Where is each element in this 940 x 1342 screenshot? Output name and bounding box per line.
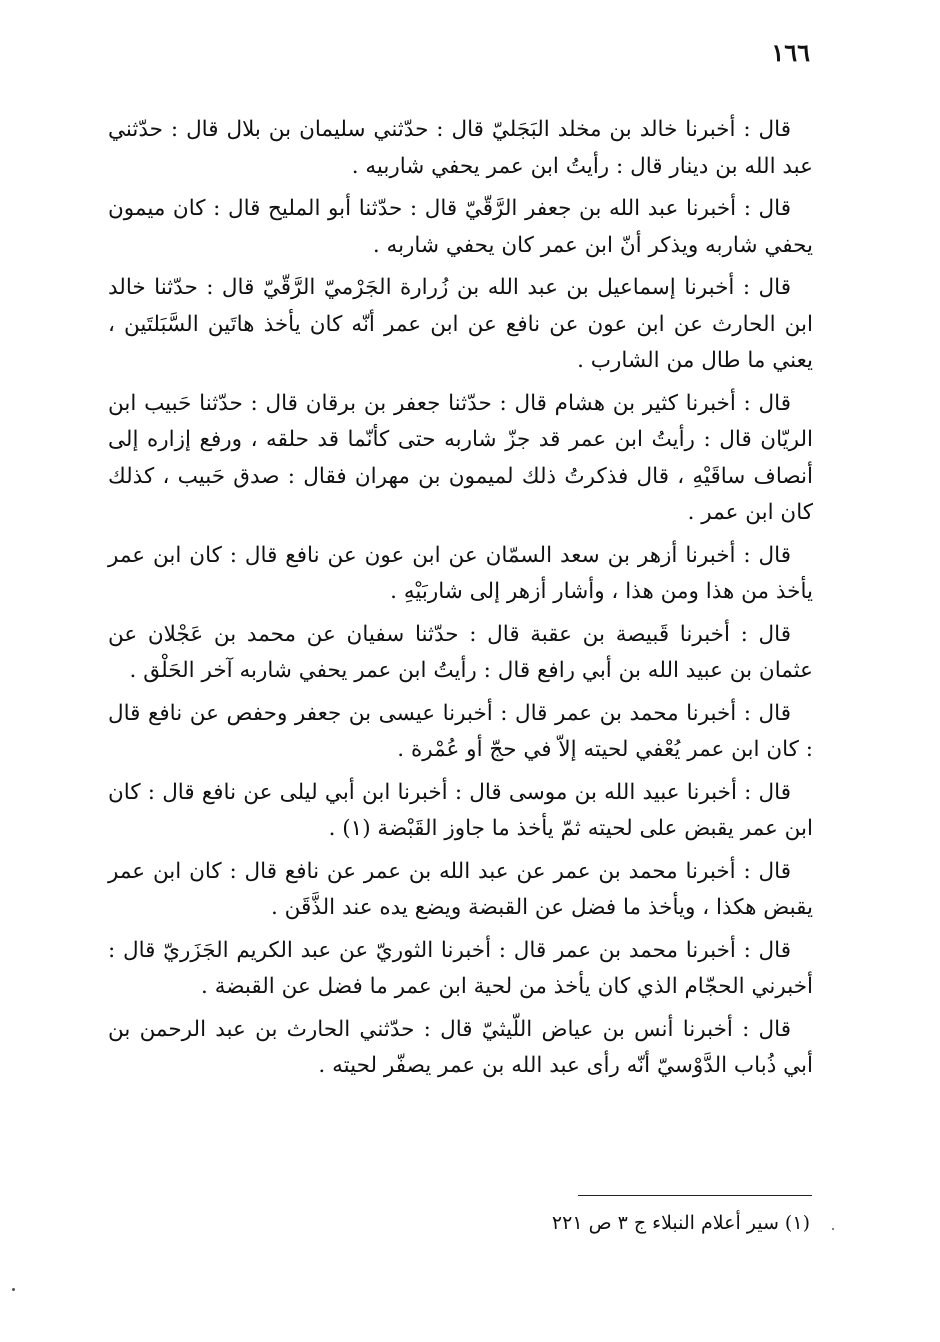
paragraph: قال : أخبرنا أنس بن عياض اللّيثيّ قال : حدّثني الحارث بن عبد الرحمن بن أبي ذُباب الدَّوْسيّ أنّه رأى عبد الله بن عمر يصفّر لحيته . [108,1016,813,1078]
paragraph: قال : أخبرنا إسماعيل بن عبد الله بن زُرارة الجَرْميّ الرَّقّيّ قال : حدّثنا خالد ابن الحارث عن ابن عون عن نافع عن ابن عمر أنّه كان يأخذ هاتَين السَّبَلتَين ، يعني ما طال من الشارب . [108,275,813,373]
paragraph: قال : أخبرنا خالد بن مخلد البَجَليّ قال : حدّثني سليمان بن بلال قال : حدّثني عبد الله بن دينار قال : رأيتُ ابن عمر يحفي شاربيه . [108,117,813,179]
paragraph: قال : أخبرنا محمد بن عمر قال : أخبرنا عيسى بن جعفر وحفص عن نافع قال : كان ابن عمر يُعْفي لحيته إلاّ في حجّ أو عُمْرة . [108,700,813,762]
scan-speck [12,1288,15,1291]
paragraph: قال : أخبرنا قَبيصة بن عقبة قال : حدّثنا سفيان عن محمد بن عَجْلان عن عثمان بن عبيد الله بن أبي رافع قال : رأيتُ ابن عمر يحفي شاربه آخر الحَلْق . [108,621,813,683]
body-text [108,112,813,1091]
paragraph: قال : أخبرنا محمد بن عمر عن عبد الله بن عمر عن نافع قال : كان ابن عمر يقبض هكذا ، ويأخذ ما فضل عن القبضة ويضع يده عند الذَّقَن . [108,858,813,920]
scan-speck [832,1228,834,1230]
paragraph: قال : أخبرنا محمد بن عمر قال : أخبرنا الثوريّ عن عبد الكريم الجَزَريّ قال : أخبرني الحجّام الذي كان يأخذ من لحية ابن عمر ما فضل عن القبضة . [108,937,813,999]
paragraph: قال : أخبرنا كثير بن هشام قال : حدّثنا جعفر بن برقان قال : حدّثنا حَبيب ابن الريّان قال : رأيتُ ابن عمر قد جزّ شاربه حتى كأنّما قد حلقه ، ورفع إزاره إلى أنصاف ساقَيْهِ ، قال فذكرتُ ذلك لميمون بن مهران فقال : صدق حَبيب ، كذلك كان ابن عمر . [108,390,813,525]
paragraph: قال : أخبرنا عبد الله بن جعفر الرَّقّيّ قال : حدّثنا أبو المليح قال : كان ميمون يحفي شاربه ويذكر أنّ ابن عمر كان يحفي شاربه . [108,196,813,258]
page-number: ١٦٦ [771,38,810,67]
paragraph: قال : أخبرنا عبيد الله بن موسى قال : أخبرنا ابن أبي ليلى عن نافع قال : كان ابن عمر يقبض على لحيته ثمّ يأخذ ما جاوز القَبْضة (١) . [108,779,813,841]
footnote-divider [578,1195,812,1196]
paragraph: قال : أخبرنا أزهر بن سعد السمّان عن ابن عون عن نافع قال : كان ابن عمر يأخذ من هذا ومن هذا ، وأشار أزهر إلى شاربَيْهِ . [108,542,813,604]
footnote: (١) سير أعلام النبلاء ج ٣ ص ٢٢١ [551,1212,810,1234]
